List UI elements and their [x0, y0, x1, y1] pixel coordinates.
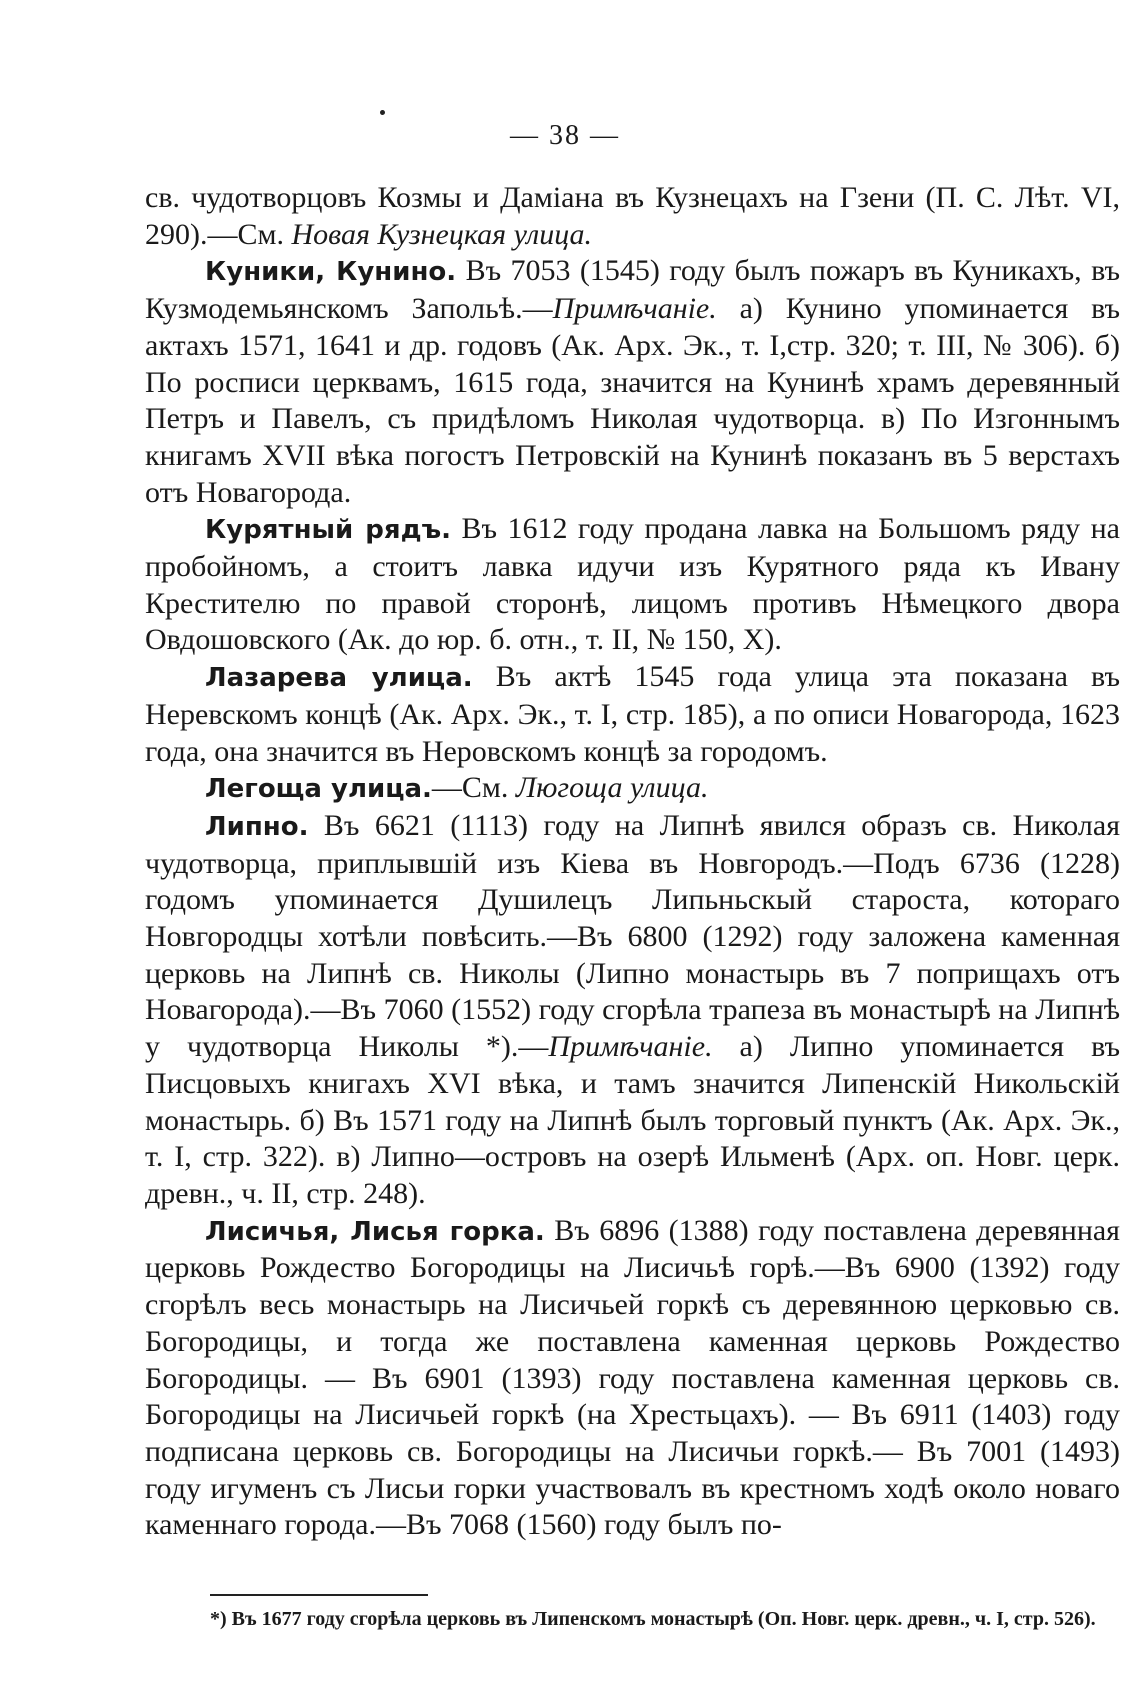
entry-kuniki	[145, 253, 1120, 511]
page-number: — 38 —	[510, 120, 620, 151]
entry-headword: Куники, Кунино.	[205, 257, 457, 288]
footnote	[145, 1604, 1120, 1634]
entry-text-continued: а) Липно упоминается въ Писцовыхъ книгахъ XVI вѣка, и тамъ значится Липенскій Никольскій монастырь. б) Въ 1571 году на Липнѣ былъ торговый пунктъ (Ак. Арх. Эк., т. I, стр. 322). в) Липно—островъ на озерѣ Ильменѣ (Арх. оп. Новг. церк. древн., ч. II, стр. 248).	[145, 1030, 1120, 1210]
entry-note-label: Примѣчаніе.	[552, 292, 717, 326]
stray-dot-mark	[380, 110, 385, 115]
entry-headword: Лазарева улица.	[205, 663, 473, 694]
entry-note-label: Примѣчаніе.	[548, 1030, 713, 1064]
body-text	[145, 180, 1120, 1544]
entry-text: Въ 7053 (1545) году былъ пожаръ въ Куникахъ, въ Кузмодемьянскомъ Запольѣ.—	[145, 254, 1121, 326]
entry-text: —См.	[431, 771, 516, 805]
intro-paragraph	[145, 180, 1120, 253]
entry-kuryatny-ryad	[145, 511, 1120, 659]
entry-text: Въ 1612 году продана лавка на Большомъ ряду на пробойномъ, а стоитъ лавка идучи изъ Курятного ряда къ Ивану Крестителю по правой сторонѣ, лицомъ противъ Нѣмецкого двора Овдошовского (Ак. до юр. б. отн., т. II, № 150, X).	[145, 512, 1120, 657]
entry-lazareva-ulitsa	[145, 659, 1120, 770]
entry-headword: Лисичья, Лисья горка.	[205, 1216, 545, 1247]
intro-text: св. чудотворцовъ Козмы и Даміана въ Кузнецахъ на Гзени (П. С. Лѣт. VI, 290).—См.	[145, 181, 1120, 251]
entry-legoshcha-ulitsa	[145, 770, 1120, 808]
entry-headword: Легоща улица.	[205, 774, 432, 805]
entry-text: Въ 6896 (1388) году поставлена деревянная церковь Рождество Богородицы на Лисичьѣ горѣ.—Въ 6900 (1392) году сгорѣлъ весь монастырь на Лисичьей горкѣ съ деревянною церковью св. Богородицы, и тогда же поставлена каменная церковь Рождество Богородицы. — Въ 6901 (1393) году поставлена каменная церковь св. Богородицы на Лисичьей горкѣ (на Хрестьцахъ). — Въ 6911 (1403) году подписана церковь св. Богородицы на Лисичьи горкѣ.— Въ 7001 (1493) году игуменъ съ Лисьи горки участвовалъ въ крестномъ ходѣ около новаго каменнаго города.—Въ 7068 (1560) году былъ по-	[145, 1213, 1120, 1542]
entry-lipno	[145, 808, 1120, 1213]
entry-lisichya-gorka	[145, 1213, 1120, 1544]
entry-text: Въ актѣ 1545 года улица эта показана въ Неревскомъ концѣ (Ак. Арх. Эк., т. I, стр. 185), а по описи Новагорода, 1623 года, она значится въ Неровскомъ концѣ за городомъ.	[145, 660, 1120, 768]
footnote-text: *) Въ 1677 году сгорѣла церковь въ Липенскомъ монастырѣ (Оп. Новг. церк. древн., ч. I, стр. 526).	[210, 1608, 1096, 1630]
entry-cross-reference: Люгоща улица.	[515, 771, 709, 805]
intro-cross-reference: Новая Кузнецкая улица.	[291, 217, 593, 251]
entry-text: Въ 6621 (1113) году на Липнѣ явился образъ св. Николая чудотворца, приплывшій изъ Кіева въ Новгородъ.—Подъ 6736 (1228) годомъ упоминается Душилецъ Липьньскый староста, котораго Новгородцы хотѣли повѣсить.—Въ 6800 (1292) году заложена каменная церковь на Липнѣ св. Николы (Липно монастырь въ 7 поприщахъ отъ Новагорода).—Въ 7060 (1552) году сгорѣла трапеза въ монастырѣ на Липнѣ у чудотворца Николы *).—	[145, 808, 1120, 1064]
entry-headword: Липно.	[205, 811, 309, 842]
entry-text-continued: а) Кунино упоминается въ актахъ 1571, 1641 и др. годовъ (Ак. Арх. Эк., т. I,стр. 320; т. III, № 306). б) По росписи церквамъ, 1615 года, значится на Кунинѣ храмъ деревянный Петръ и Павелъ, съ придѣломъ Николая чудотворца. в) По Изгоннымъ книгамъ XVII вѣка погостъ Петровскій на Кунинѣ показанъ въ 5 верстахъ отъ Новагорода.	[145, 292, 1121, 509]
book-page	[145, 0, 1120, 1702]
entry-headword: Курятный рядъ.	[205, 515, 452, 546]
footnote-divider	[210, 1594, 428, 1596]
